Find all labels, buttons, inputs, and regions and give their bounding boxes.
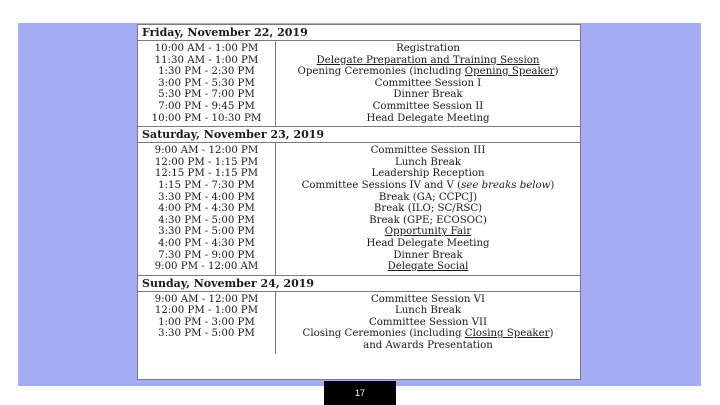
event-text: Closing Ceremonies (including [302, 328, 465, 340]
event-cell: Committee Session I [374, 77, 482, 89]
event-text: ) [550, 179, 555, 191]
day-body-saturday [138, 143, 580, 275]
event-cell: Head Delegate Meeting [366, 112, 490, 124]
time-cell: 10:00 PM - 10:30 PM [151, 112, 262, 124]
opening-speaker-link[interactable]: Opening Speaker [464, 66, 555, 78]
event-cell: Committee Session VI [370, 293, 486, 305]
time-cell: 3:30 PM - 5:00 PM [158, 328, 255, 340]
time-cell: 3:00 PM - 5:30 PM [158, 77, 255, 89]
event-cell: Lunch Break [394, 305, 462, 317]
time-cell: 7:00 PM - 9:45 PM [158, 100, 255, 112]
event-text: Committee Sessions IV and V ( [301, 179, 462, 191]
time-cell: 3:30 PM - 4:00 PM [158, 191, 255, 203]
event-text: Opening Ceremonies (including [297, 66, 465, 78]
event-cell: Registration [396, 43, 460, 54]
events-column [276, 292, 580, 354]
time-cell: 12:15 PM - 1:15 PM [154, 168, 259, 180]
day-header-friday: Friday, November 22, 2019 [138, 25, 580, 41]
time-cell: 12:00 PM - 1:00 PM [154, 305, 259, 317]
event-cell [276, 180, 580, 192]
event-cell: Committee Session III [370, 145, 486, 157]
closing-speaker-link[interactable]: Closing Speaker [464, 328, 550, 340]
event-cell: Break (ILO; SC/RSC) [373, 203, 483, 215]
event-cell: Committee Session II [372, 100, 484, 112]
time-cell: 12:00 PM - 1:15 PM [154, 156, 259, 168]
event-cell: Break (GA; CCPCJ) [378, 191, 478, 203]
event-italic-note: see breaks below [461, 179, 551, 191]
time-cell: 1:15 PM - 7:30 PM [158, 179, 255, 191]
event-cell: Lunch Break [394, 156, 462, 168]
event-cell [276, 328, 580, 340]
event-cell: Break (GPE; ECOSOC) [369, 214, 487, 226]
event-cell: and Awards Presentation [363, 340, 493, 352]
time-cell: 4:00 PM - 4:30 PM [158, 237, 255, 249]
time-cell: 3:30 PM - 5:00 PM [158, 226, 255, 238]
event-cell [276, 66, 580, 78]
day-header-sunday: Sunday, November 24, 2019 [138, 275, 580, 292]
time-cell: 10:00 AM - 1:00 PM [154, 43, 259, 54]
time-cell: 7:30 PM - 9:00 PM [158, 249, 255, 261]
time-cell: 9:00 AM - 12:00 PM [154, 293, 259, 305]
opportunity-fair-link[interactable]: Opportunity Fair [384, 226, 472, 238]
time-cell [138, 340, 275, 352]
event-text: ) [554, 66, 559, 78]
event-cell: Head Delegate Meeting [366, 237, 490, 249]
times-column [138, 292, 276, 354]
event-cell: Dinner Break [393, 249, 463, 261]
day-body-sunday [138, 292, 580, 354]
times-column [138, 41, 276, 126]
day-body-friday [138, 41, 580, 126]
time-cell: 1:30 PM - 2:30 PM [158, 66, 255, 78]
events-column [276, 41, 580, 126]
time-cell: 1:00 PM - 3:00 PM [158, 316, 255, 328]
schedule-table [137, 24, 581, 380]
event-text: ) [549, 328, 554, 340]
events-column [276, 143, 580, 275]
event-cell: Leadership Reception [371, 168, 485, 180]
day-header-saturday: Saturday, November 23, 2019 [138, 126, 580, 143]
time-cell: 4:30 PM - 5:00 PM [158, 214, 255, 226]
event-link-training[interactable]: Delegate Preparation and Training Session [316, 54, 540, 66]
delegate-social-link[interactable]: Delegate Social [387, 261, 469, 273]
times-column [138, 143, 276, 275]
time-cell: 11:30 AM - 1:00 PM [154, 54, 259, 66]
page-number: 17 [324, 381, 396, 405]
time-cell: 4:00 PM - 4:30 PM [158, 203, 255, 215]
event-cell: Committee Session VII [368, 316, 488, 328]
time-cell: 9:00 PM - 12:00 AM [154, 261, 259, 273]
event-cell: Dinner Break [393, 89, 463, 101]
time-cell: 5:30 PM - 7:00 PM [158, 89, 255, 101]
time-cell: 9:00 AM - 12:00 PM [154, 145, 259, 157]
